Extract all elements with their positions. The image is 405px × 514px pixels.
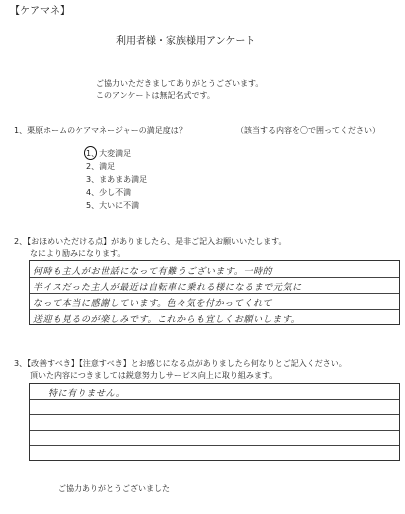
q1-question: 1、栗原ホームのケアマネージャーの満足度は？ [14, 126, 187, 135]
q3-rule-line [30, 445, 399, 446]
q3-prompt-line-2: 頂いた内容につきましては鋭意努力しサービス向上に取り組みます。 [30, 371, 278, 380]
selection-circle-mark [84, 146, 97, 160]
q2-answer-line-3: なって本当に感謝しています。色々気を付かってくれて [33, 299, 273, 309]
q1-option-5[interactable]: 5、大いに不満 [86, 201, 140, 210]
q3-rule-line [30, 399, 399, 400]
q1-option-1[interactable]: 1、大変満足 [86, 149, 132, 158]
intro-line-1: ご協力いただきましてありがとうございます。 [96, 79, 264, 88]
q2-rule-line [30, 293, 399, 294]
q1-option-3[interactable]: 3、まあまあ満足 [86, 175, 148, 184]
q2-answer-box[interactable] [29, 260, 400, 325]
q2-answer-line-1: 何時も主人がお世話になって有難うございます。一時的 [33, 267, 273, 277]
q3-rule-line [30, 414, 399, 415]
q2-rule-line [30, 277, 399, 278]
q2-prompt-line-2: なにより励みになります。 [30, 249, 126, 258]
page-title: 利用者様・家族様用アンケート [116, 36, 256, 47]
q2-answer-line-2: 半イスだった主人が最近は自転車に乗れる様になるまで元気に [33, 283, 302, 293]
q3-answer-box[interactable] [29, 383, 400, 461]
q3-answer-line-1: 特に有りません。 [48, 389, 126, 399]
q1-option-4[interactable]: 4、少し不満 [86, 188, 132, 197]
closing-thanks: ご協力ありがとうございました [58, 484, 170, 493]
q1-hint: （該当する内容を〇で囲ってください） [236, 126, 380, 135]
q1-option-2[interactable]: 2、満足 [86, 162, 116, 171]
q2-rule-line [30, 309, 399, 310]
q2-prompt-line-1: 2、【おほめいただける点】がありましたら、是非ご記入お願いいたします。 [14, 237, 287, 246]
category-tag: 【ケアマネ】 [10, 6, 70, 17]
q2-answer-line-4: 送迎も見るのが楽しみです。これからも宜しくお願いします。 [33, 315, 301, 325]
q3-rule-line [30, 430, 399, 431]
intro-line-2: このアンケートは無記名式です。 [96, 91, 215, 100]
q3-prompt-line-1: 3、【改善すべき】【注意すべき】とお感じになる点がありましたら何なりとご記入ください。 [14, 359, 347, 368]
